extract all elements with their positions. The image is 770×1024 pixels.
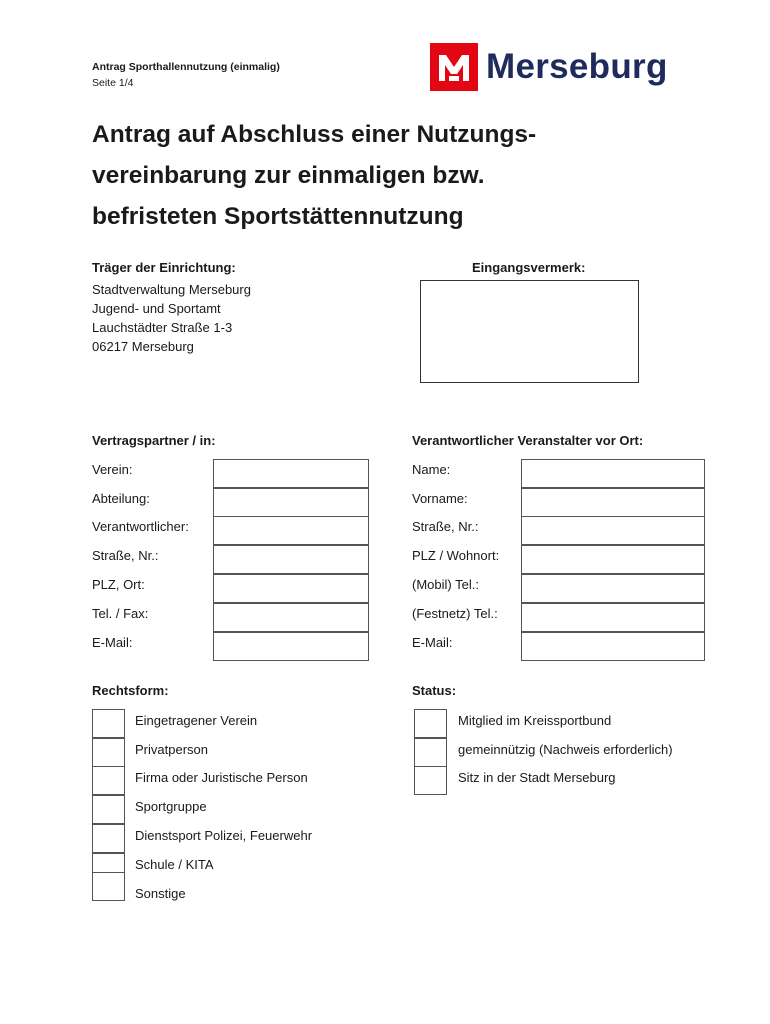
veranstalter-strasse-input[interactable] (521, 516, 705, 545)
eingangsvermerk-box (420, 280, 639, 383)
merseburg-logo (430, 43, 668, 91)
field-label: Verantwortlicher: (92, 519, 189, 534)
rechtsform-option-label: Eingetragener Verein (135, 713, 258, 728)
plz-ort-input[interactable] (213, 574, 369, 603)
merseburg-logo-text: Merseburg (486, 47, 668, 86)
address-line: 06217 Merseburg (92, 339, 194, 354)
traeger-label: Träger der Einrichtung: (92, 260, 236, 275)
rechtsform-option-label: Firma oder Juristische Person (135, 770, 308, 785)
rechtsform-checkbox[interactable] (92, 795, 125, 824)
eingangsvermerk-label: Eingangsvermerk: (472, 260, 586, 275)
field-label: PLZ, Ort: (92, 577, 145, 592)
field-label: (Mobil) Tel.: (412, 577, 479, 592)
plz-wohnort-input[interactable] (521, 545, 705, 574)
rechtsform-checkbox[interactable] (92, 872, 125, 901)
rechtsform-option-label: Privatperson (135, 742, 208, 757)
page-number: Seite 1/4 (92, 77, 134, 89)
rechtsform-option-label: Schule / KITA (135, 857, 214, 872)
address-line: Stadtverwaltung Merseburg (92, 282, 251, 297)
rechtsform-checkbox[interactable] (92, 738, 125, 767)
rechtsform-option-label: Dienstsport Polizei, Feuerwehr (135, 828, 313, 843)
rechtsform-checkbox[interactable] (92, 824, 125, 853)
status-checkbox[interactable] (414, 709, 447, 738)
veranstalter-label: Verantwortlicher Veranstalter vor Ort: (412, 433, 644, 448)
field-label: Abteilung: (92, 491, 150, 506)
tel-fax-input[interactable] (213, 603, 369, 632)
form-heading (92, 114, 692, 237)
field-label: PLZ / Wohnort: (412, 548, 500, 563)
status-option-label: gemeinnützig (Nachweis erforderlich) (458, 742, 673, 757)
abteilung-input[interactable] (213, 488, 369, 517)
field-label: Straße, Nr.: (412, 519, 479, 534)
document-title: Antrag Sporthallennutzung (einmalig) (92, 61, 280, 73)
field-label: (Festnetz) Tel.: (412, 606, 498, 621)
vorname-input[interactable] (521, 488, 705, 517)
form-heading-line: Antrag auf Abschluss einer Nutzungs- (92, 121, 537, 148)
verantwortlicher-input[interactable] (213, 516, 369, 545)
verein-input[interactable] (213, 459, 369, 488)
form-heading-line: befristeten Sportstättennutzung (92, 203, 464, 230)
rechtsform-option-label: Sportgruppe (135, 799, 207, 814)
field-label: E-Mail: (92, 635, 133, 650)
status-checkbox[interactable] (414, 766, 447, 795)
veranstalter-email-input[interactable] (521, 632, 705, 661)
status-option-label: Sitz in der Stadt Merseburg (458, 770, 616, 785)
traeger-address (92, 280, 251, 356)
mobil-tel-input[interactable] (521, 574, 705, 603)
festnetz-tel-input[interactable] (521, 603, 705, 632)
rechtsform-checkbox[interactable] (92, 709, 125, 738)
rechtsform-option-label: Sonstige (135, 886, 186, 901)
field-label: Vorname: (412, 491, 468, 506)
name-input[interactable] (521, 459, 705, 488)
strasse-input[interactable] (213, 545, 369, 574)
form-heading-line: vereinbarung zur einmaligen bzw. (92, 162, 485, 189)
merseburg-logo-icon (430, 43, 478, 91)
field-label: E-Mail: (412, 635, 453, 650)
field-label: Verein: (92, 462, 133, 477)
status-checkbox[interactable] (414, 738, 447, 767)
vertragspartner-label: Vertragspartner / in: (92, 433, 216, 448)
address-line: Jugend- und Sportamt (92, 301, 221, 316)
rechtsform-label: Rechtsform: (92, 683, 169, 698)
status-option-label: Mitglied im Kreissportbund (458, 713, 612, 728)
field-label: Straße, Nr.: (92, 548, 159, 563)
rechtsform-checkbox[interactable] (92, 766, 125, 795)
email-input[interactable] (213, 632, 369, 661)
field-label: Name: (412, 462, 451, 477)
field-label: Tel. / Fax: (92, 606, 149, 621)
address-line: Lauchstädter Straße 1-3 (92, 320, 233, 335)
status-label: Status: (412, 683, 457, 698)
